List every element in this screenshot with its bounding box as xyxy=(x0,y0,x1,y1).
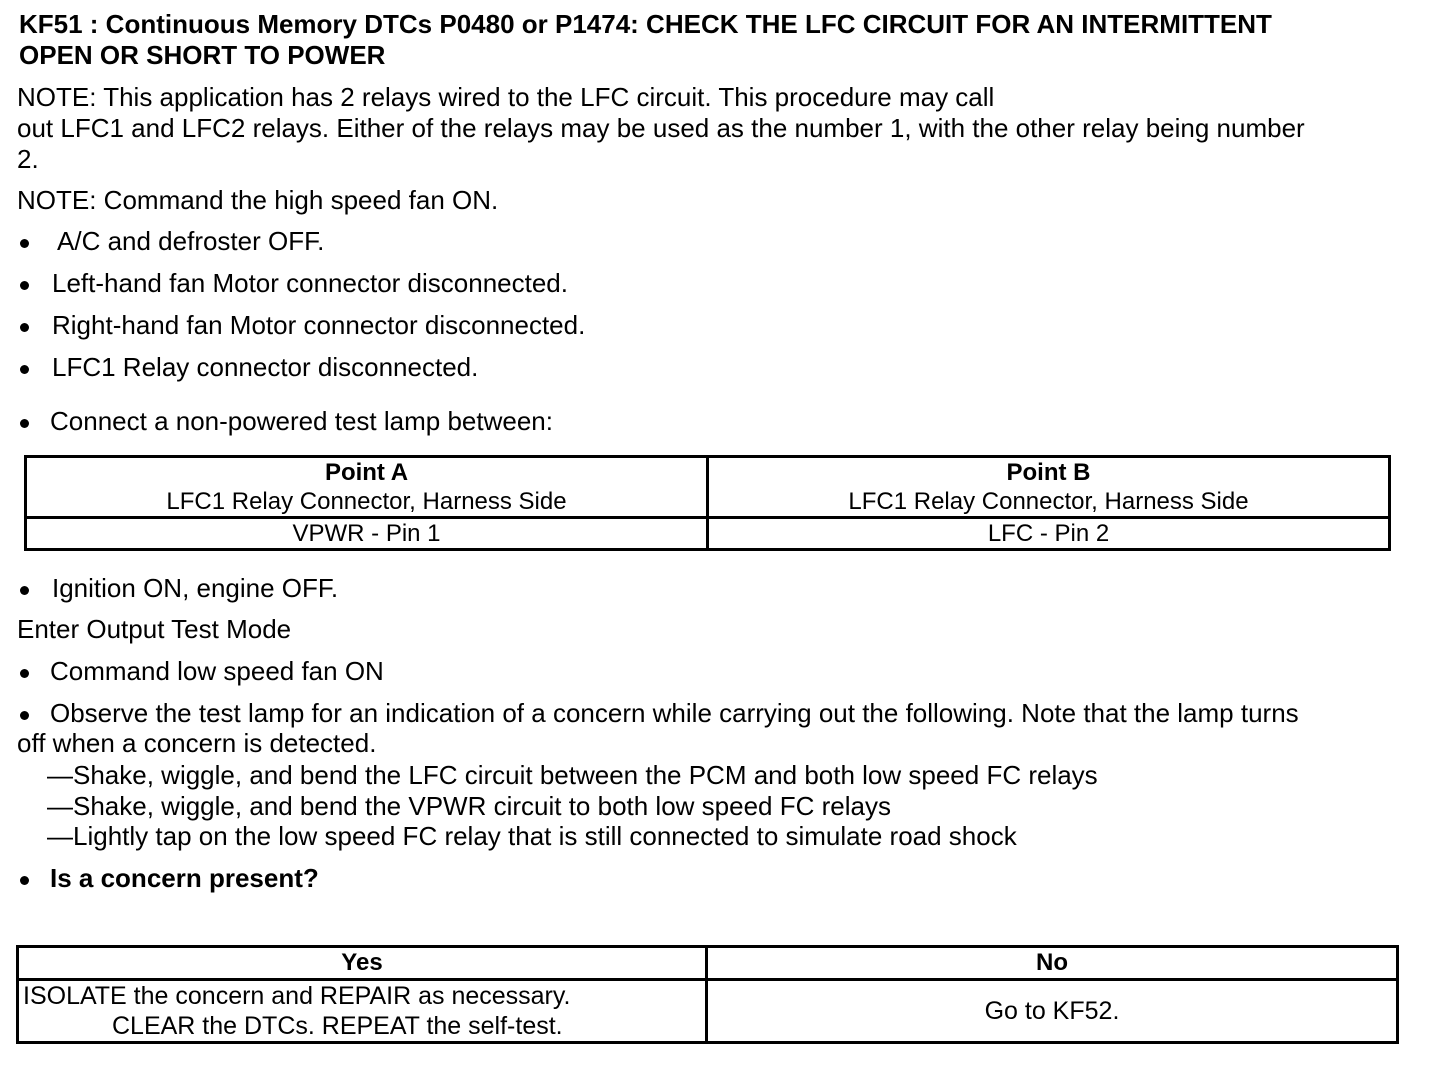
bullet-icon xyxy=(20,365,29,374)
table-row xyxy=(18,980,1398,1043)
yes-action-line-1: ISOLATE the concern and REPAIR as necessary. xyxy=(23,982,571,1010)
condition-right-fan-motor: Right-hand fan Motor connector disconnected. xyxy=(52,310,586,340)
yes-header: Yes xyxy=(18,947,707,980)
yes-action-line-2: CLEAR the DTCs. REPEAT the self-test. xyxy=(112,1012,563,1040)
table-header-row xyxy=(18,947,1398,980)
bullet-icon xyxy=(20,281,29,290)
point-b-header-cell xyxy=(708,457,1390,518)
concern-question: Is a concern present? xyxy=(50,863,319,893)
point-a-header: Point A xyxy=(324,459,409,486)
bullet-icon xyxy=(20,323,29,332)
bullet-icon xyxy=(20,419,29,428)
no-header: No xyxy=(707,947,1398,980)
condition-lfc1-relay: LFC1 Relay connector disconnected. xyxy=(52,352,479,382)
condition-ac-defroster: A/C and defroster OFF. xyxy=(57,226,325,256)
point-a-value: VPWR - Pin 1 xyxy=(26,518,708,550)
bullet-icon xyxy=(20,586,29,595)
sub-step-vpwr-circuit: —Shake, wiggle, and bend the VPWR circuit to both low speed FC relays xyxy=(47,791,891,821)
no-action: Go to KF52. xyxy=(707,980,1398,1043)
point-a-subheader: LFC1 Relay Connector, Harness Side xyxy=(166,488,567,515)
observe-step-line-1: Observe the test lamp for an indication of a concern while carrying out the following. Note that the lamp turns xyxy=(50,698,1299,728)
note-relays-line-1: NOTE: This application has 2 relays wired to the LFC circuit. This procedure may call xyxy=(17,82,995,112)
yes-no-table xyxy=(16,945,1399,1044)
note-relays-line-2: out LFC1 and LFC2 relays. Either of the relays may be used as the number 1, with the other relay being number xyxy=(17,113,1305,143)
bullet-icon xyxy=(20,711,29,720)
table-row xyxy=(26,518,1390,550)
point-b-value: LFC - Pin 2 xyxy=(708,518,1390,550)
page-title-line-1: KF51 : Continuous Memory DTCs P0480 or P1474: CHECK THE LFC CIRCUIT FOR AN INTERMITTENT xyxy=(19,9,1272,39)
sub-step-tap-relay: —Lightly tap on the low speed FC relay that is still connected to simulate road shock xyxy=(47,821,1017,851)
point-b-header: Point B xyxy=(1006,459,1091,486)
note-high-speed-fan: NOTE: Command the high speed fan ON. xyxy=(17,185,499,215)
page-title-line-2: OPEN OR SHORT TO POWER xyxy=(19,40,386,70)
note-relays-line-3: 2. xyxy=(17,144,39,174)
point-a-header-cell xyxy=(26,457,708,518)
observe-step-line-2: off when a concern is detected. xyxy=(17,728,377,758)
condition-left-fan-motor: Left-hand fan Motor connector disconnected. xyxy=(52,268,568,298)
ignition-step: Ignition ON, engine OFF. xyxy=(52,573,339,603)
bullet-icon xyxy=(20,239,29,248)
point-b-subheader: LFC1 Relay Connector, Harness Side xyxy=(848,488,1249,515)
yes-action-cell xyxy=(18,980,707,1043)
connect-test-lamp-step: Connect a non-powered test lamp between: xyxy=(50,406,553,436)
test-points-table xyxy=(24,455,1391,551)
bullet-icon xyxy=(20,669,29,678)
output-test-mode-step: Enter Output Test Mode xyxy=(17,614,292,644)
sub-step-lfc-circuit: —Shake, wiggle, and bend the LFC circuit between the PCM and both low speed FC relays xyxy=(47,760,1098,790)
command-low-speed-fan-step: Command low speed fan ON xyxy=(50,656,384,686)
bullet-icon xyxy=(20,876,29,885)
table-header-row xyxy=(26,457,1390,518)
